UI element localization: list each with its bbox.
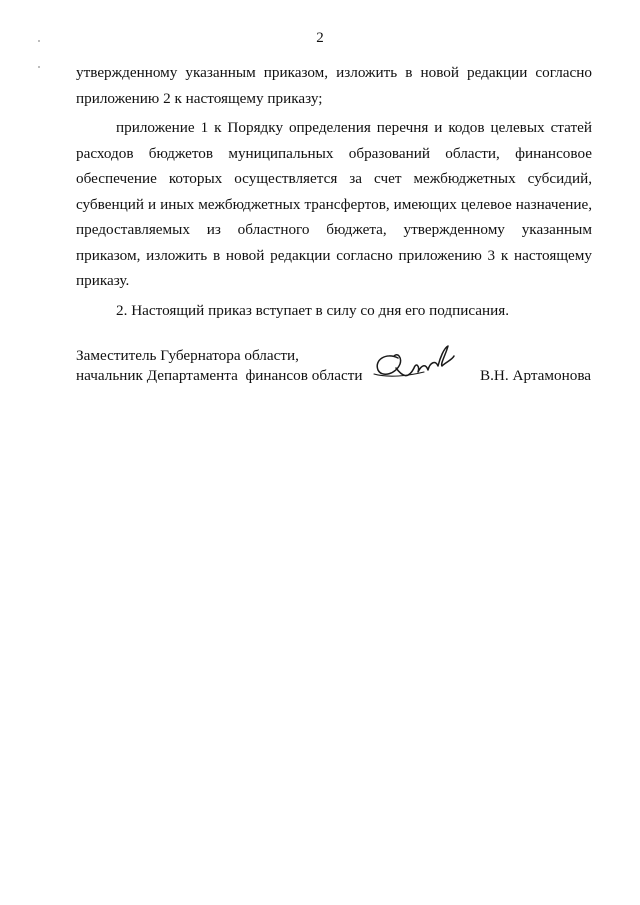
document-body — [76, 60, 592, 323]
signatory-name: В.Н. Артамонова — [480, 367, 592, 384]
handwritten-signature — [368, 338, 460, 388]
paragraph-appendix-1: приложение 1 к Порядку определения перечня и кодов целевых статей расходов бюджетов муниципальных образований области, финансовое обеспечение которых осуществляется за счет межбюджетных субсидий, субвенций и иных межбюджетных трансфертов, имеющих целевое назначение, предоставляемых из областного бюджета, утвержденному указанным приказом, изложить в новой редакции согласно приложению 3 к настоящему приказу. — [76, 119, 592, 289]
scan-speck — [38, 66, 40, 68]
signatory-title-line-1: Заместитель Губернатора области, — [76, 347, 299, 364]
signatory-position — [76, 346, 363, 386]
page-number: 2 — [316, 30, 324, 46]
paragraph-effective-date: 2. Настоящий приказ вступает в силу со дня его подписания. — [116, 301, 510, 319]
paragraph-continuation: утвержденному указанным приказом, изложить в новой редакции согласно приложению 2 к настоящему приказу; — [76, 64, 592, 107]
signatory-title-line-2: начальник Департамента финансов области — [76, 367, 363, 384]
